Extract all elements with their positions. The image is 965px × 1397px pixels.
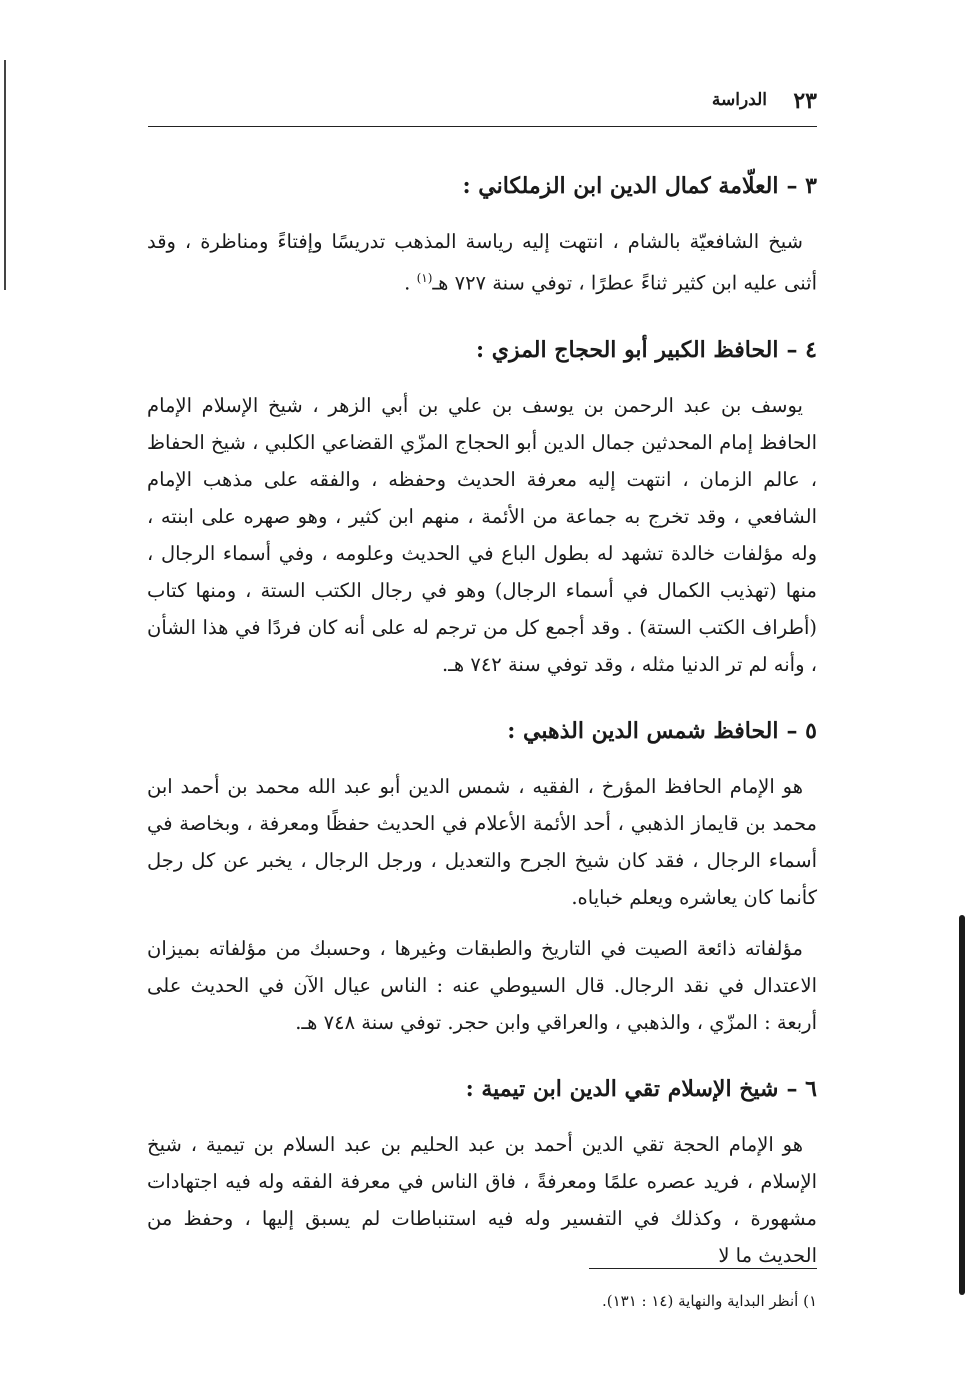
section-number: ٤ – — [786, 336, 817, 363]
section-title: الحافظ الكبير أبو الحجاج المزي : — [475, 336, 779, 363]
paragraph: هو الإمام الحجة تقي الدين أحمد بن عبد الحليم بن عبد السلام بن تيمية ، شيخ الإسلام ، فريد عصره علمًا ومعرفةً ، فاق الناس في معرفة الفقه وله فيه اجتهادات مشهورة ، وكذلك في التفسير وله فيه استنباطات لم يسبق إليها ، وحفظ من الحديث ما لا — [147, 1132, 817, 1267]
section-number: ٥ – — [786, 717, 817, 744]
section-dhahabi — [147, 715, 817, 1041]
section-title: شيخ الإسلام تقي الدين ابن تيمية : — [465, 1075, 779, 1102]
section-heading — [147, 715, 817, 748]
paragraph: هو الإمام الحافظ المؤرخ ، الفقيه ، شمس الدين أبو عبد الله محمد بن أحمد ابن محمد بن قايماز الذهبي ، أحد الأئمة الأعلام في الحديث حفظًا ومعرفة ، وبخاصة في أسماء الرجال ، فقد كان شيخ الجرح والتعديل ، ورجل الرجال ، يخبر عن كل رجل كأنما كان يعاشره ويعلم خباياه. — [147, 774, 817, 909]
section-title: الحافظ شمس الدين الذهبي : — [507, 717, 779, 744]
section-heading — [147, 334, 817, 367]
section-heading — [147, 170, 817, 203]
paragraph — [147, 223, 817, 302]
scan-edge-artifact — [4, 60, 6, 290]
running-title: الدراسة — [711, 90, 767, 110]
section-number: ٦ – — [786, 1075, 817, 1102]
paragraph-text: شيخ الشافعيّة بالشام ، انتهت إليه رياسة المذهب تدريسًا وإفتاءً ومناظرة ، وقد أثنى عليه ابن كثير ثناءً عطرًا ، توفي سنة ٧٢٧ هـ — [147, 230, 817, 295]
section-mizzi — [147, 334, 817, 683]
section-heading — [147, 1073, 817, 1106]
section-title: العلّامة كمال الدين ابن الزملكاني : — [462, 173, 779, 199]
header-rule — [148, 126, 817, 127]
section-number: ٣ – — [786, 173, 817, 199]
page-body — [147, 170, 817, 1306]
section-ibn-taymiyya — [147, 1073, 817, 1274]
page-number: ٢٣ — [793, 88, 817, 114]
paragraph: مؤلفاته ذائعة الصيت في التاريخ والطبقات وغيرها ، وحسبك من مؤلفاته بميزان الاعتدال في نقد الرجال. قال السيوطي عنه : الناس عيال الآن في الحديث على أربعة : المزّي ، والذهبي ، والعراقي وابن حجر. توفي سنة ٧٤٨ هـ. — [147, 936, 817, 1034]
scan-binding-shadow — [959, 915, 965, 1295]
footnote: ١) أنظر البداية والنهاية (١٤ : ١٣١). — [601, 1292, 817, 1310]
paragraph-tail: . — [404, 271, 417, 295]
footnote-reference[interactable]: (١) — [416, 271, 433, 285]
paragraph: يوسف بن عبد الرحمن بن يوسف بن علي بن أبي الزهر ، شيخ الإسلام الإمام الحافظ إمام المحدثين جمال الدين أبو الحجاج المزّي القضاعي الكلبي ، شيخ الحفاظ ، عالم الزمان ، انتهت إليه معرفة الحديث وحفظه ، والفقه على مذهب الإمام الشافعي ، وقد تخرج به جماعة من الأئمة ، منهم ابن كثير ، وهو صهره على ابنته ، وله مؤلفات خالدة تشهد له بطول الباع في الحديث وعلومه ، وفي أسماء الرجال ، منها (تهذيب الكمال في أسماء الرجال) وهو في رجال الكتب الستة ، ومنها كتاب (أطراف الكتب الستة) . وقد أجمع كل من ترجم له على أنه كان فردًا في هذا الشأن ، وأنه لم تر الدنيا مثله ، وقد توفي سنة ٧٤٢ هـ. — [147, 393, 817, 676]
section-zamlakani — [147, 170, 817, 302]
footnote-rule — [589, 1268, 817, 1269]
running-header — [148, 88, 817, 118]
